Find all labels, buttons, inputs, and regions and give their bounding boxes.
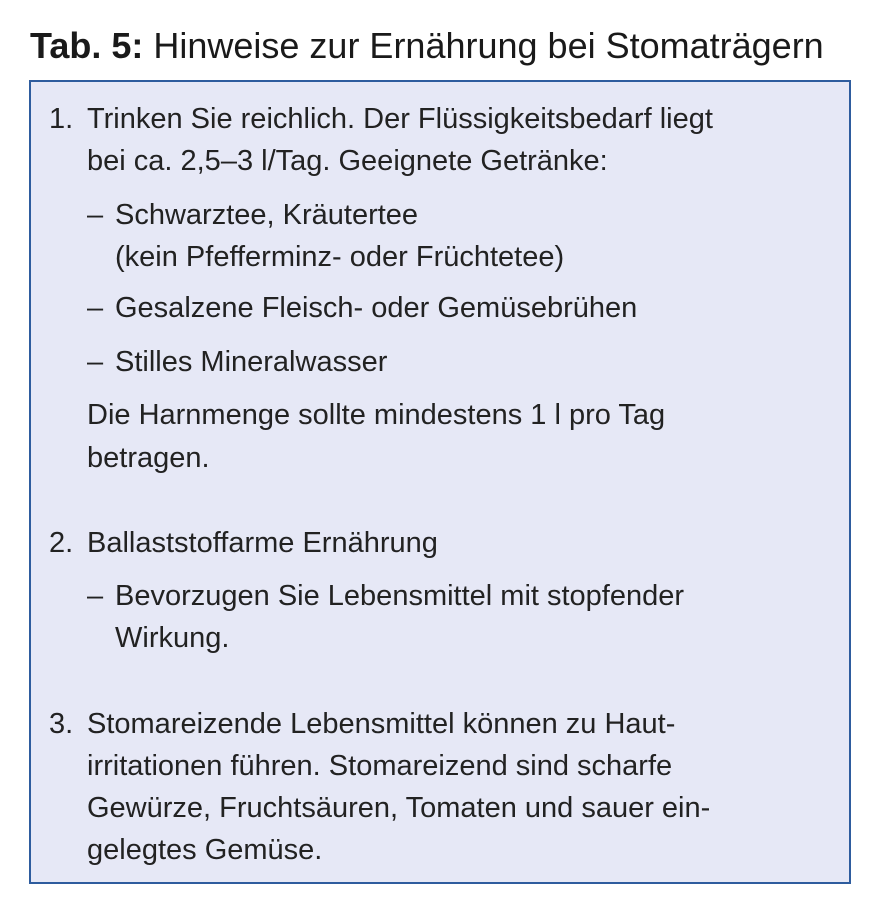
item-2-bullet-1-dash: – (87, 580, 104, 612)
table-caption (30, 22, 824, 70)
item-3-line-3: Gewürze, Fruchtsäuren, Tomaten und sauer ein- (87, 792, 711, 824)
item-1-bullet-2-line-1: Gesalzene Fleisch- oder Gemüsebrühen (115, 292, 638, 324)
item-3-number: 3. (49, 708, 74, 740)
item-2-bullet-1-line-1: Bevorzugen Sie Lebensmittel mit stopfender (115, 580, 685, 612)
caption-label: Tab. 5: (30, 25, 144, 66)
item-3-line-2: irritationen führen. Stomareizend sind scharfe (87, 750, 673, 782)
item-1-number: 1. (49, 103, 74, 135)
item-2-bullet-1-line-2: Wirkung. (115, 622, 230, 654)
item-1-bullet-1-line-1: Schwarztee, Kräutertee (115, 199, 419, 231)
hint-box (29, 80, 851, 884)
item-1-bullet-1-line-2: (kein Pfefferminz- oder Früchtetee) (115, 241, 565, 273)
item-1-note-line-2: betragen. (87, 442, 210, 474)
item-2-number: 2. (49, 527, 74, 559)
item-1-note-line-1: Die Harnmenge sollte mindestens 1 l pro Tag (87, 399, 666, 431)
item-1-line-1: Trinken Sie reichlich. Der Flüssigkeitsbedarf liegt (87, 103, 713, 135)
item-1-bullet-2-dash: – (87, 292, 104, 324)
caption-title: Hinweise zur Ernährung bei Stomaträgern (153, 25, 824, 66)
item-1-bullet-1-dash: – (87, 199, 104, 231)
item-1-bullet-3-line-1: Stilles Mineralwasser (115, 346, 388, 378)
item-1-line-2: bei ca. 2,5–3 l/Tag. Geeignete Getränke: (87, 145, 608, 177)
item-2-line-1: Ballaststoffarme Ernährung (87, 527, 438, 559)
item-3-line-4: gelegtes Gemüse. (87, 834, 323, 866)
item-1-bullet-3-dash: – (87, 346, 104, 378)
item-3-line-1: Stomareizende Lebensmittel können zu Haut- (87, 708, 676, 740)
